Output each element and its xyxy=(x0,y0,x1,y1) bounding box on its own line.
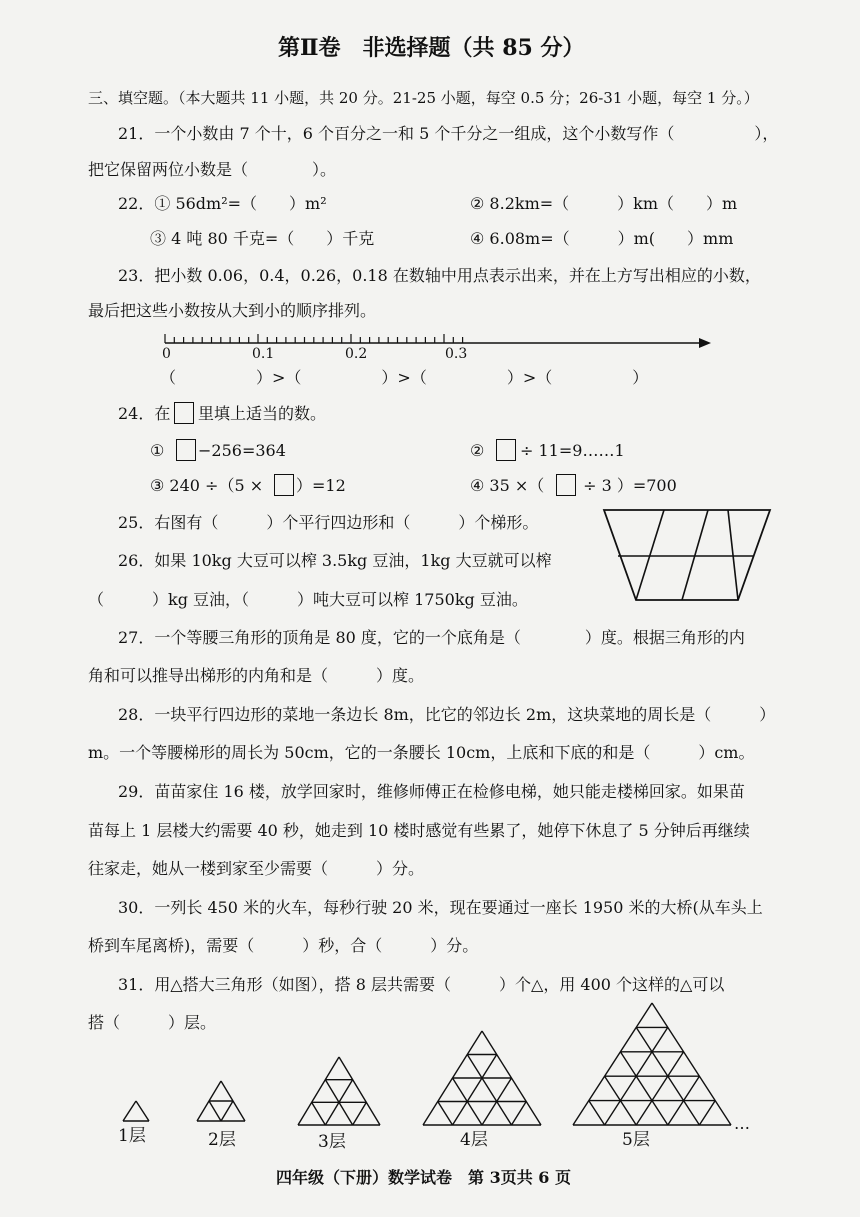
q29-line1: 29．苗苗家住 16 楼，放学回家时，维修师傅正在检修电梯，她只能走楼梯回家。如果苗 xyxy=(118,782,745,801)
q22-a: 22．① 56dm²=（ ）m² xyxy=(118,194,327,213)
q24-b-suffix: ÷ 11=9……1 xyxy=(520,441,625,460)
q23-line1: 23．把小数 0.06，0.4，0.26，0.18 在数轴中用点表示出来，并在上方写出相应的小数， xyxy=(118,266,761,285)
triangle-level-2 xyxy=(196,1080,246,1122)
level-label-3: 3层 xyxy=(318,1132,346,1152)
q26-line2: （ ）kg 豆油，（ ）吨大豆可以榨 1750kg 豆油。 xyxy=(88,590,528,609)
q24-intro-a: 24．在 xyxy=(118,404,171,423)
triangle-level-1 xyxy=(122,1100,150,1122)
q29-line3: 往家走，她从一楼到家至少需要（ ）分。 xyxy=(88,859,425,878)
q31-line2: 搭（ ）层。 xyxy=(88,1013,217,1032)
q24-a-prefix: ① xyxy=(150,441,165,460)
ellipsis: … xyxy=(734,1114,750,1133)
q31-line1: 31．用△搭大三角形（如图），搭 8 层共需要（ ）个△，用 400 个这样的△可以 xyxy=(118,975,725,994)
triangle-level-4 xyxy=(422,1030,542,1126)
level-label-5: 5层 xyxy=(622,1130,650,1150)
q24-c-suffix: ）=12 xyxy=(296,476,346,495)
q24-b-prefix: ② xyxy=(470,441,485,460)
q22-b: ② 8.2km=（ ）km（ ）m xyxy=(470,194,738,213)
q23-order-answer: （ ）>（ ）>（ ）>（ ） xyxy=(160,368,649,387)
number-line xyxy=(155,333,715,353)
page-title: 第Ⅱ卷 非选择题（共 85 分） xyxy=(278,35,585,61)
q25-text: 25．右图有（ ）个平行四边形和（ ）个梯形。 xyxy=(118,513,539,532)
q27-line2: 角和可以推导出梯形的内角和是（ ）度。 xyxy=(88,666,425,685)
level-label-4: 4层 xyxy=(460,1130,488,1150)
parallelogram-trapezoid-figure xyxy=(600,508,780,602)
q27-line1: 27．一个等腰三角形的顶角是 80 度，它的一个底角是（ ）度。根据三角形的内 xyxy=(118,628,745,647)
q24-d-suffix: ÷ 3 ）=700 xyxy=(578,476,677,495)
q22-d: ④ 6.08m=（ ）m( ）mm xyxy=(470,229,734,248)
number-line-tick-0.2: 0.2 xyxy=(345,346,368,362)
q23-line2: 最后把这些小数按从大到小的顺序排列。 xyxy=(88,301,377,320)
answer-box[interactable] xyxy=(274,474,294,496)
triangle-level-5 xyxy=(572,1002,732,1126)
q24-c-prefix: ③ 240 ÷（5 × xyxy=(150,476,264,495)
answer-box[interactable] xyxy=(174,402,194,424)
page-footer: 四年级（下册）数学试卷 第 3页共 6 页 xyxy=(276,1168,571,1187)
q28-line1: 28．一块平行四边形的菜地一条边长 8m，比它的邻边长 2m，这块菜地的周长是（ ） xyxy=(118,705,776,724)
number-line-tick-0.1: 0.1 xyxy=(252,346,275,362)
triangle-level-3 xyxy=(297,1056,381,1126)
answer-box[interactable] xyxy=(556,474,576,496)
q22-c: ③ 4 吨 80 千克=（ ）千克 xyxy=(150,229,375,248)
answer-box[interactable] xyxy=(496,439,516,461)
level-label-2: 2层 xyxy=(208,1130,236,1150)
answer-box[interactable] xyxy=(176,439,196,461)
q29-line2: 苗每上 1 层楼大约需要 40 秒，她走到 10 楼时感觉有些累了，她停下休息了 5 分钟后再继续 xyxy=(88,821,750,840)
q30-line1: 30．一列长 450 米的火车，每秒行驶 20 米，现在要通过一座长 1950 米的大桥(从车头上 xyxy=(118,898,763,917)
q24-d-prefix: ④ 35 ×（ xyxy=(470,476,545,495)
q28-line2: m。一个等腰梯形的周长为 50cm，它的一条腰长 10cm，上底和下底的和是（ ）cm。 xyxy=(88,743,755,762)
q24-intro-b: 里填上适当的数。 xyxy=(198,404,327,423)
number-line-tick-0.3: 0.3 xyxy=(445,346,468,362)
section-heading: 三、填空题。（本大题共 11 小题，共 20 分。21-25 小题，每空 0.5 分；26-31 小题，每空 1 分。） xyxy=(88,89,759,107)
q21-line2: 把它保留两位小数是（ ）。 xyxy=(88,160,337,179)
q24-a-suffix: −256=364 xyxy=(198,441,286,460)
level-label-1: 1层 xyxy=(118,1126,146,1146)
number-line-tick-0: 0 xyxy=(162,346,171,362)
q26-line1: 26．如果 10kg 大豆可以榨 3.5kg 豆油，1kg 大豆就可以榨 xyxy=(118,551,552,570)
q21-line1: 21．一个小数由 7 个十，6 个百分之一和 5 个千分之一组成，这个小数写作（ ）， xyxy=(118,124,779,143)
q30-line2: 桥到车尾离桥)，需要（ ）秒，合（ ）分。 xyxy=(88,936,479,955)
